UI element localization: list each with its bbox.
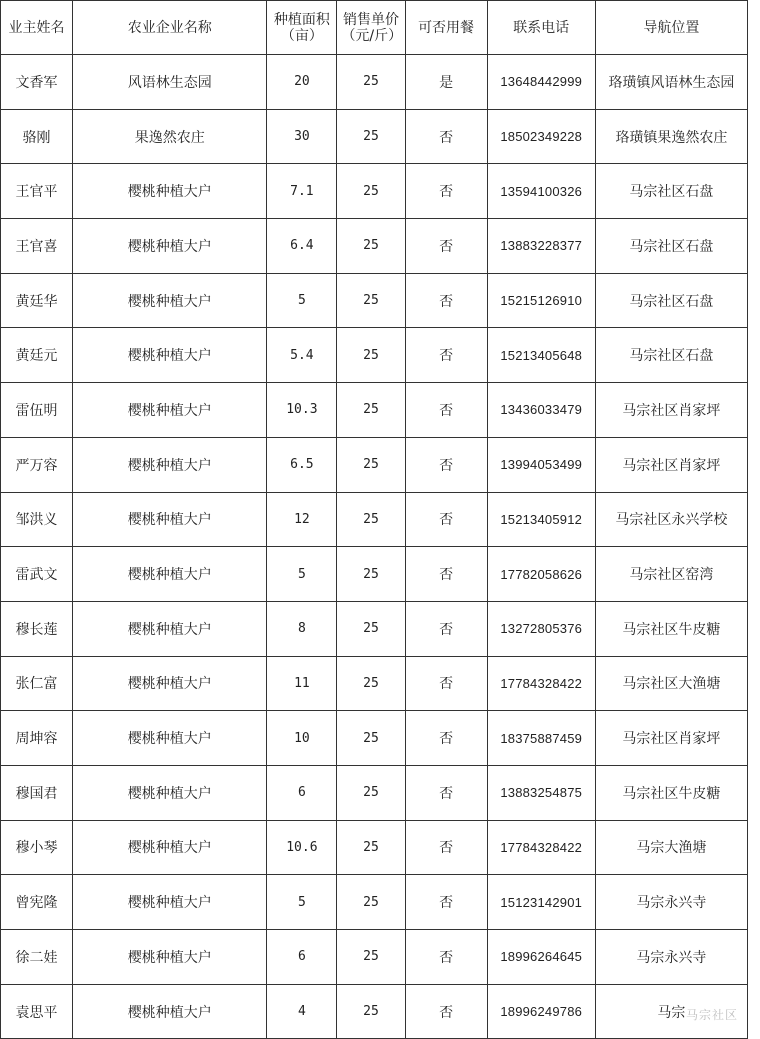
cell-phone: 15213405912 bbox=[487, 492, 595, 547]
cell-price: 25 bbox=[337, 930, 405, 985]
cell-location: 马宗社区石盘 bbox=[595, 328, 747, 383]
cell-location: 马宗社区石盘 bbox=[595, 164, 747, 219]
cell-phone: 17784328422 bbox=[487, 820, 595, 875]
table-row bbox=[1, 492, 748, 547]
cell-area: 11 bbox=[267, 656, 337, 711]
cell-phone: 18375887459 bbox=[487, 711, 595, 766]
cell-owner: 曾宪隆 bbox=[1, 875, 73, 930]
cell-area: 4 bbox=[267, 984, 337, 1039]
cell-area: 6.5 bbox=[267, 437, 337, 492]
cell-area: 5.4 bbox=[267, 328, 337, 383]
cell-phone: 13648442999 bbox=[487, 55, 595, 110]
table-row bbox=[1, 656, 748, 711]
cell-farm: 樱桃种植大户 bbox=[73, 492, 267, 547]
cell-meal: 否 bbox=[405, 711, 487, 766]
table-row bbox=[1, 437, 748, 492]
cell-price: 25 bbox=[337, 765, 405, 820]
header-price: 销售单价（元/斤） bbox=[337, 1, 405, 55]
cell-farm: 樱桃种植大户 bbox=[73, 875, 267, 930]
header-row bbox=[1, 1, 748, 55]
cell-owner: 黄廷华 bbox=[1, 273, 73, 328]
cell-phone: 17782058626 bbox=[487, 547, 595, 602]
cell-location: 马宗大渔塘 bbox=[595, 820, 747, 875]
cell-area: 6 bbox=[267, 765, 337, 820]
cell-meal: 否 bbox=[405, 219, 487, 274]
cell-meal: 否 bbox=[405, 273, 487, 328]
cell-location: 马宗社区窑湾 bbox=[595, 547, 747, 602]
cell-farm: 樱桃种植大户 bbox=[73, 383, 267, 438]
cell-price: 25 bbox=[337, 547, 405, 602]
cell-meal: 否 bbox=[405, 656, 487, 711]
cell-farm: 风语林生态园 bbox=[73, 55, 267, 110]
cell-owner: 周坤容 bbox=[1, 711, 73, 766]
table-row bbox=[1, 875, 748, 930]
cell-price: 25 bbox=[337, 437, 405, 492]
cell-area: 7.1 bbox=[267, 164, 337, 219]
table-row bbox=[1, 984, 748, 1039]
table-row bbox=[1, 383, 748, 438]
cell-owner: 穆长莲 bbox=[1, 601, 73, 656]
cell-farm: 樱桃种植大户 bbox=[73, 437, 267, 492]
cell-owner: 穆国君 bbox=[1, 765, 73, 820]
table-row bbox=[1, 55, 748, 110]
cell-location: 马宗社区肖家坪 bbox=[595, 383, 747, 438]
cell-price: 25 bbox=[337, 109, 405, 164]
cell-location: 马宗永兴寺 bbox=[595, 930, 747, 985]
cell-price: 25 bbox=[337, 601, 405, 656]
table-row bbox=[1, 109, 748, 164]
cell-phone: 17784328422 bbox=[487, 656, 595, 711]
cell-phone: 13272805376 bbox=[487, 601, 595, 656]
cell-meal: 是 bbox=[405, 55, 487, 110]
cell-location: 马宗社区肖家坪 bbox=[595, 437, 747, 492]
table-row bbox=[1, 601, 748, 656]
cell-phone: 18996264645 bbox=[487, 930, 595, 985]
cell-location: 马宗社区永兴学校 bbox=[595, 492, 747, 547]
cell-farm: 樱桃种植大户 bbox=[73, 601, 267, 656]
cell-area: 10.3 bbox=[267, 383, 337, 438]
cell-farm: 樱桃种植大户 bbox=[73, 164, 267, 219]
cell-price: 25 bbox=[337, 219, 405, 274]
cell-owner: 邹洪义 bbox=[1, 492, 73, 547]
watermark: 马宗社区 bbox=[685, 1008, 738, 1022]
header-owner: 业主姓名 bbox=[1, 1, 73, 55]
cell-area: 12 bbox=[267, 492, 337, 547]
cell-farm: 樱桃种植大户 bbox=[73, 820, 267, 875]
header-phone: 联系电话 bbox=[487, 1, 595, 55]
cell-area: 8 bbox=[267, 601, 337, 656]
header-area: 种植面积（亩） bbox=[267, 1, 337, 55]
cell-owner: 骆刚 bbox=[1, 109, 73, 164]
cell-farm: 樱桃种植大户 bbox=[73, 547, 267, 602]
cell-location: 马宗社区牛皮糖 bbox=[595, 765, 747, 820]
cell-farm: 樱桃种植大户 bbox=[73, 273, 267, 328]
cell-area: 5 bbox=[267, 273, 337, 328]
cell-location: 马宗社区肖家坪 bbox=[595, 711, 747, 766]
cell-area: 6 bbox=[267, 930, 337, 985]
cell-farm: 樱桃种植大户 bbox=[73, 765, 267, 820]
cell-area: 10.6 bbox=[267, 820, 337, 875]
cell-location: 马宗社区石盘 bbox=[595, 219, 747, 274]
cell-price: 25 bbox=[337, 273, 405, 328]
cell-price: 25 bbox=[337, 328, 405, 383]
cell-phone: 13594100326 bbox=[487, 164, 595, 219]
cell-meal: 否 bbox=[405, 601, 487, 656]
cell-farm: 樱桃种植大户 bbox=[73, 328, 267, 383]
cell-farm: 樱桃种植大户 bbox=[73, 984, 267, 1039]
cell-area: 10 bbox=[267, 711, 337, 766]
cell-owner: 文香军 bbox=[1, 55, 73, 110]
table-row bbox=[1, 820, 748, 875]
cell-phone: 15215126910 bbox=[487, 273, 595, 328]
cell-owner: 袁思平 bbox=[1, 984, 73, 1039]
cell-owner: 雷武文 bbox=[1, 547, 73, 602]
cell-price: 25 bbox=[337, 711, 405, 766]
cell-meal: 否 bbox=[405, 875, 487, 930]
cell-farm: 樱桃种植大户 bbox=[73, 711, 267, 766]
cell-owner: 黄廷元 bbox=[1, 328, 73, 383]
cell-phone: 18996249786 bbox=[487, 984, 595, 1039]
cell-location: 马宗社区牛皮糖 bbox=[595, 601, 747, 656]
cell-owner: 穆小琴 bbox=[1, 820, 73, 875]
cell-area: 30 bbox=[267, 109, 337, 164]
cell-meal: 否 bbox=[405, 437, 487, 492]
cell-phone: 15123142901 bbox=[487, 875, 595, 930]
cell-location: 马宗 bbox=[595, 984, 747, 1039]
cell-phone: 18502349228 bbox=[487, 109, 595, 164]
cell-price: 25 bbox=[337, 984, 405, 1039]
cell-meal: 否 bbox=[405, 383, 487, 438]
cell-location: 珞璜镇果逸然农庄 bbox=[595, 109, 747, 164]
cell-owner: 王官喜 bbox=[1, 219, 73, 274]
cell-owner: 张仁富 bbox=[1, 656, 73, 711]
header-farm: 农业企业名称 bbox=[73, 1, 267, 55]
cell-phone: 13883254875 bbox=[487, 765, 595, 820]
cell-farm: 果逸然农庄 bbox=[73, 109, 267, 164]
cell-location: 马宗永兴寺 bbox=[595, 875, 747, 930]
cell-phone: 15213405648 bbox=[487, 328, 595, 383]
cell-meal: 否 bbox=[405, 328, 487, 383]
cell-phone: 13883228377 bbox=[487, 219, 595, 274]
table-row bbox=[1, 711, 748, 766]
cell-area: 5 bbox=[267, 547, 337, 602]
cell-price: 25 bbox=[337, 875, 405, 930]
table-row bbox=[1, 547, 748, 602]
cell-price: 25 bbox=[337, 55, 405, 110]
cell-price: 25 bbox=[337, 656, 405, 711]
cell-owner: 王官平 bbox=[1, 164, 73, 219]
cell-meal: 否 bbox=[405, 109, 487, 164]
cell-price: 25 bbox=[337, 164, 405, 219]
cell-meal: 否 bbox=[405, 930, 487, 985]
cell-meal: 否 bbox=[405, 820, 487, 875]
table-row bbox=[1, 164, 748, 219]
cell-meal: 否 bbox=[405, 492, 487, 547]
cell-farm: 樱桃种植大户 bbox=[73, 930, 267, 985]
cell-owner: 雷伍明 bbox=[1, 383, 73, 438]
cell-phone: 13994053499 bbox=[487, 437, 595, 492]
cell-meal: 否 bbox=[405, 765, 487, 820]
cell-farm: 樱桃种植大户 bbox=[73, 656, 267, 711]
cell-area: 20 bbox=[267, 55, 337, 110]
cell-phone: 13436033479 bbox=[487, 383, 595, 438]
cell-meal: 否 bbox=[405, 164, 487, 219]
cell-price: 25 bbox=[337, 383, 405, 438]
cell-owner: 徐二娃 bbox=[1, 930, 73, 985]
header-meal: 可否用餐 bbox=[405, 1, 487, 55]
cell-meal: 否 bbox=[405, 547, 487, 602]
cell-owner: 严万容 bbox=[1, 437, 73, 492]
cell-location: 珞璜镇风语林生态园 bbox=[595, 55, 747, 110]
header-location: 导航位置 bbox=[595, 1, 747, 55]
cell-price: 25 bbox=[337, 492, 405, 547]
table-row bbox=[1, 273, 748, 328]
cell-location: 马宗社区大渔塘 bbox=[595, 656, 747, 711]
table-row bbox=[1, 219, 748, 274]
cell-area: 6.4 bbox=[267, 219, 337, 274]
table-row bbox=[1, 328, 748, 383]
cell-meal: 否 bbox=[405, 984, 487, 1039]
table-row bbox=[1, 930, 748, 985]
cell-price: 25 bbox=[337, 820, 405, 875]
table-body bbox=[1, 55, 748, 1039]
cell-location: 马宗社区石盘 bbox=[595, 273, 747, 328]
cell-area: 5 bbox=[267, 875, 337, 930]
table-row bbox=[1, 765, 748, 820]
cell-farm: 樱桃种植大户 bbox=[73, 219, 267, 274]
